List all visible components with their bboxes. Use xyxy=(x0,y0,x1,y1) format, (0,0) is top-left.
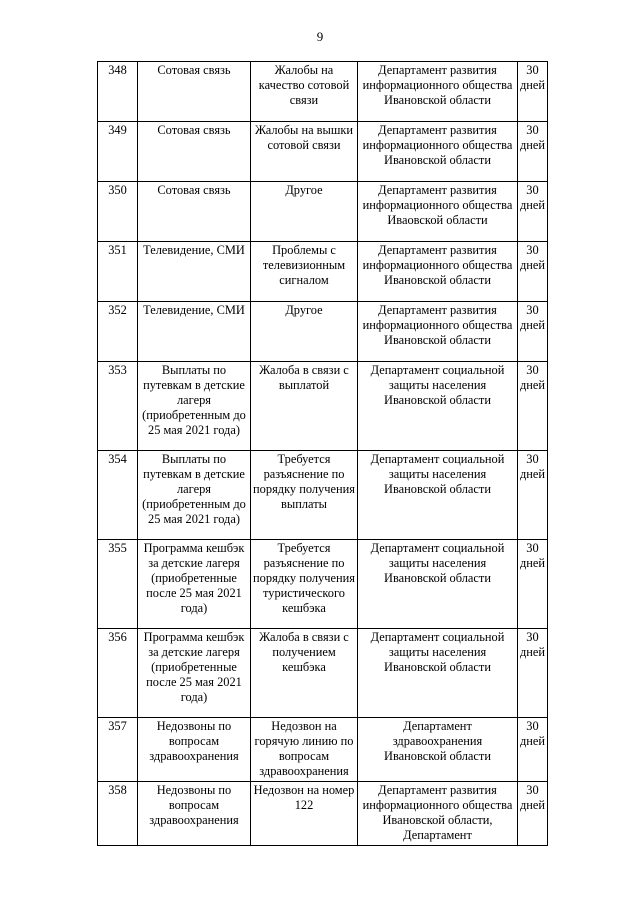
row-number: 351 xyxy=(98,242,138,302)
row-term: 30 дней xyxy=(518,242,548,302)
table-row xyxy=(98,451,548,540)
row-number: 353 xyxy=(98,362,138,451)
row-department: Департамент развития информационного общества Иваовской области xyxy=(358,182,518,242)
row-topic: Выплаты по путевкам в детские лагеря (приобретенным до 25 мая 2021 года) xyxy=(138,362,251,451)
row-department: Департамент социальной защиты населения Ивановской области xyxy=(358,540,518,629)
row-issue: Другое xyxy=(251,182,358,242)
row-term: 30 дней xyxy=(518,629,548,718)
table-row xyxy=(98,782,548,846)
row-topic: Сотовая связь xyxy=(138,122,251,182)
page-number: 9 xyxy=(316,29,324,44)
row-topic: Недозвоны по вопросам здравоохранения xyxy=(138,718,251,782)
row-number: 357 xyxy=(98,718,138,782)
table-row xyxy=(98,62,548,122)
row-topic: Телевидение, СМИ xyxy=(138,242,251,302)
table-row xyxy=(98,362,548,451)
row-number: 350 xyxy=(98,182,138,242)
row-term: 30 дней xyxy=(518,718,548,782)
table-row xyxy=(98,540,548,629)
row-number: 358 xyxy=(98,782,138,846)
row-term: 30 дней xyxy=(518,451,548,540)
table-row xyxy=(98,242,548,302)
row-term: 30 дней xyxy=(518,302,548,362)
row-topic: Телевидение, СМИ xyxy=(138,302,251,362)
table-row xyxy=(98,122,548,182)
row-department: Департамент социальной защиты населения Ивановской области xyxy=(358,362,518,451)
row-department: Департамент развития информационного общества Ивановской области xyxy=(358,302,518,362)
row-topic: Сотовая связь xyxy=(138,62,251,122)
row-department: Департамент развития информационного общества Ивановской области xyxy=(358,242,518,302)
row-number: 355 xyxy=(98,540,138,629)
row-topic: Программа кешбэк за детские лагеря (приобретенные после 25 мая 2021 года) xyxy=(138,629,251,718)
row-number: 352 xyxy=(98,302,138,362)
row-term: 30 дней xyxy=(518,362,548,451)
row-term: 30 дней xyxy=(518,782,548,846)
classifier-table xyxy=(97,61,548,846)
row-number: 349 xyxy=(98,122,138,182)
row-department: Департамент развития информационного общества Ивановской области, Департамент xyxy=(358,782,518,846)
row-topic: Выплаты по путевкам в детские лагеря (приобретенным до 25 мая 2021 года) xyxy=(138,451,251,540)
row-department: Департамент социальной защиты населения Ивановской области xyxy=(358,629,518,718)
table-row xyxy=(98,629,548,718)
row-number: 356 xyxy=(98,629,138,718)
row-issue: Требуется разъяснение по порядку получения выплаты xyxy=(251,451,358,540)
row-number: 354 xyxy=(98,451,138,540)
row-term: 30 дней xyxy=(518,122,548,182)
row-department: Департамент развития информационного общества Ивановской области xyxy=(358,62,518,122)
row-term: 30 дней xyxy=(518,182,548,242)
row-issue: Жалоба в связи с выплатой xyxy=(251,362,358,451)
row-issue: Недозвон на горячую линию по вопросам здравоохранения xyxy=(251,718,358,782)
table-row xyxy=(98,302,548,362)
row-term: 30 дней xyxy=(518,62,548,122)
table-row xyxy=(98,718,548,782)
row-issue: Недозвон на номер 122 xyxy=(251,782,358,846)
row-issue: Проблемы с телевизионным сигналом xyxy=(251,242,358,302)
row-issue: Жалобы на вышки сотовой связи xyxy=(251,122,358,182)
row-issue: Жалоба в связи с получением кешбэка xyxy=(251,629,358,718)
row-department: Департамент здравоохранения Ивановской области xyxy=(358,718,518,782)
row-topic: Сотовая связь xyxy=(138,182,251,242)
row-issue: Другое xyxy=(251,302,358,362)
row-topic: Программа кешбэк за детские лагеря (приобретенные после 25 мая 2021 года) xyxy=(138,540,251,629)
row-number: 348 xyxy=(98,62,138,122)
row-topic: Недозвоны по вопросам здравоохранения xyxy=(138,782,251,846)
row-department: Департамент социальной защиты населения Ивановской области xyxy=(358,451,518,540)
table-row xyxy=(98,182,548,242)
row-issue: Жалобы на качество сотовой связи xyxy=(251,62,358,122)
row-term: 30 дней xyxy=(518,540,548,629)
row-department: Департамент развития информационного общества Ивановской области xyxy=(358,122,518,182)
row-issue: Требуется разъяснение по порядку получения туристического кешбэка xyxy=(251,540,358,629)
